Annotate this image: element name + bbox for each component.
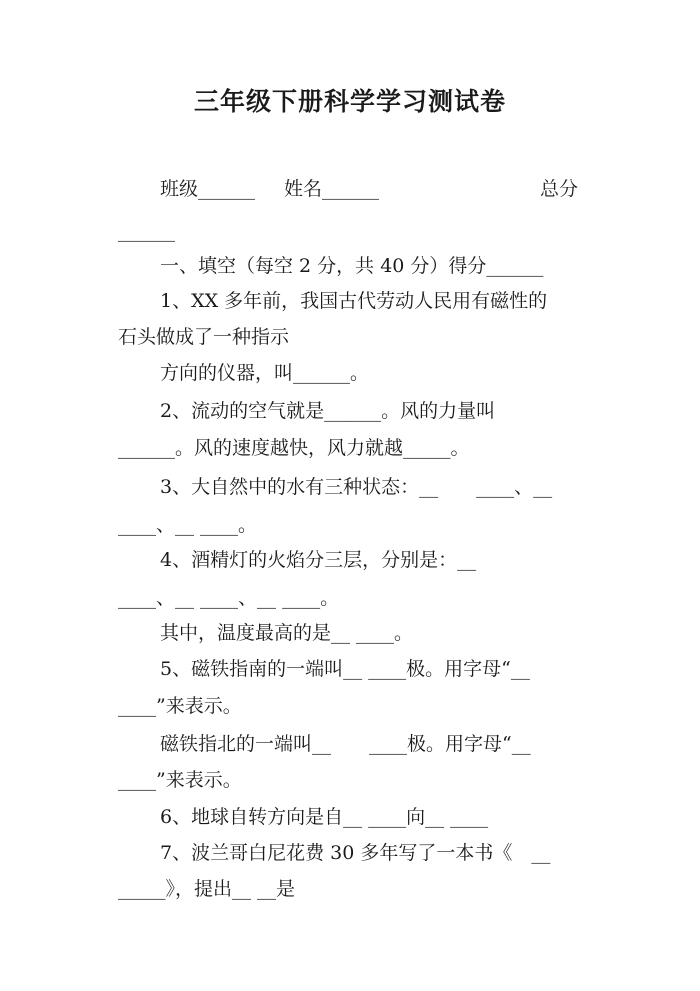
question-line: 3、大自然中的水有三种状态：__ ____、__ [160, 476, 553, 498]
question-line: ____”来表示。 [118, 695, 242, 717]
question-line: 1、XX 多年前，我国古代劳动人民用有磁性的 [160, 290, 548, 312]
question-line: 6、地球自转方向是自__ ____向__ ____ [160, 806, 489, 828]
question-line: 其中，温度最高的是__ ____。 [160, 622, 414, 644]
total-score-label: 总分 [540, 178, 579, 200]
total-score-blank: ______ [118, 220, 175, 242]
name-field-label: 姓名______ [284, 178, 380, 200]
class-field-label: 班级______ [160, 178, 256, 200]
question-line: ____、__ ____。 [118, 514, 258, 536]
section-heading: 一、填空（每空 2 分，共 40 分）得分______ [160, 255, 544, 277]
question-line: _____》，提出__ __是 [118, 878, 296, 900]
question-line: 方向的仪器，叫______。 [160, 362, 370, 384]
question-line: ____”来表示。 [118, 769, 242, 791]
question-line: 石头做成了一种指示 [118, 326, 290, 348]
question-line: 4、酒精灯的火焰分三层，分别是：__ [160, 549, 477, 571]
question-line: 5、磁铁指南的一端叫__ ____极。用字母“__ [160, 658, 530, 680]
question-line: ____、__ ____、__ ____。 [118, 587, 340, 609]
question-line: ______。风的速度越快，风力就越_____。 [118, 437, 470, 459]
question-line: 7、波兰哥白尼花费 30 多年写了一本书《 __ [160, 842, 551, 864]
question-line: 2、流动的空气就是______。风的力量叫 [160, 400, 496, 422]
question-line: 磁铁指北的一端叫__ ____极。用字母“__ [160, 733, 531, 755]
page-title: 三年级下册科学学习测试卷 [193, 87, 506, 116]
